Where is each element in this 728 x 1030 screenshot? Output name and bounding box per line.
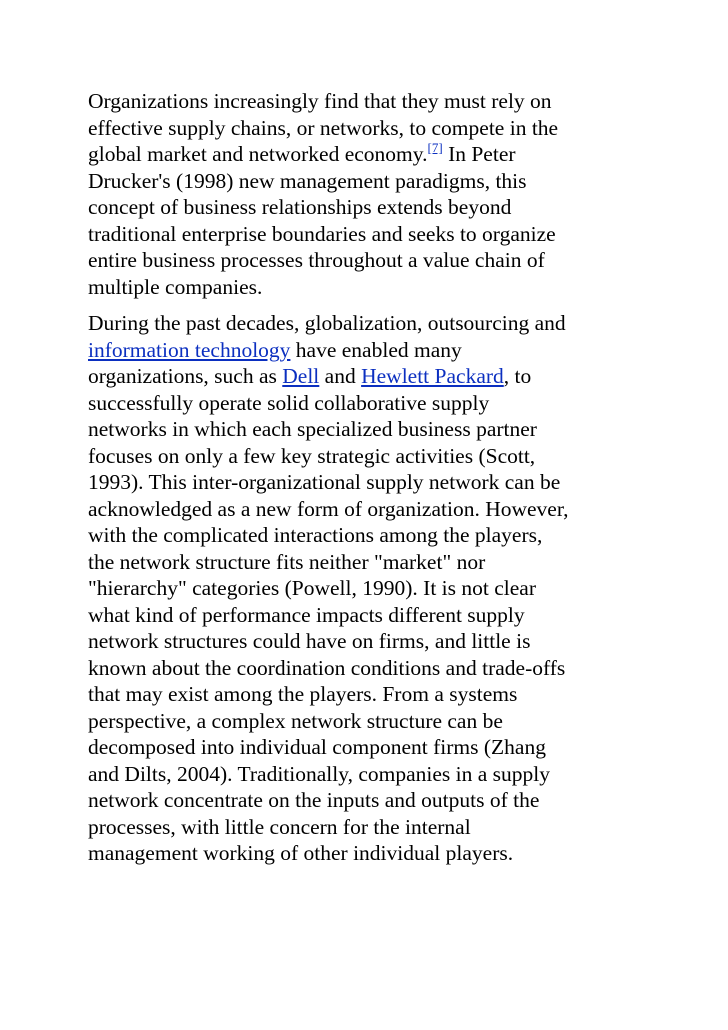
text-line: networks in which each specialized business partner xyxy=(88,417,537,441)
text-line: Drucker's (1998) new management paradigms, this xyxy=(88,168,527,193)
text-segment: In Peter xyxy=(442,142,516,166)
text-line xyxy=(88,337,648,364)
link-dell[interactable]: Dell xyxy=(282,364,320,388)
text-line: what kind of performance impacts different supply xyxy=(88,602,525,627)
text-segment: organizations, such as xyxy=(88,364,283,388)
text-line: network concentrate on the inputs and outputs of the xyxy=(88,788,540,812)
text-segment: and xyxy=(319,364,362,388)
text-line: traditional enterprise boundaries and seeks to organize xyxy=(88,221,556,246)
text-line: entire business processes throughout a value chain of xyxy=(88,248,545,272)
link-hewlett-packard[interactable]: Hewlett Packard xyxy=(361,364,504,388)
document-page xyxy=(88,88,648,877)
text-line: acknowledged as a new form of organization. However, xyxy=(88,496,569,521)
text-line: concept of business relationships extends beyond xyxy=(88,195,512,219)
text-line: that may exist among the players. From a systems xyxy=(88,682,518,706)
text-segment: have enabled many xyxy=(290,337,462,362)
text-line: with the complicated interactions among the players, xyxy=(88,523,543,547)
text-line: decomposed into individual component firms (Zhang xyxy=(88,735,546,759)
paragraph-2 xyxy=(88,310,648,867)
text-line: 1993). This inter-organizational supply network can be xyxy=(88,470,561,494)
link-information-technology[interactable]: information technology xyxy=(88,337,291,362)
text-line: effective supply chains, or networks, to compete in the xyxy=(88,115,559,140)
text-segment: global market and networked economy. xyxy=(88,142,428,166)
text-line: Organizations increasingly find that they must rely on xyxy=(88,89,552,113)
text-line: and Dilts, 2004). Traditionally, companies in a supply xyxy=(88,761,551,786)
citation-ref xyxy=(428,140,443,155)
text-line: management working of other individual players. xyxy=(88,841,514,865)
text-line: During the past decades, globalization, outsourcing and xyxy=(88,311,566,335)
text-line: multiple companies. xyxy=(88,274,263,299)
text-line xyxy=(88,363,648,390)
text-line: successfully operate solid collaborative supply xyxy=(88,390,490,415)
text-line: known about the coordination conditions and trade-offs xyxy=(88,655,566,680)
paragraph-1 xyxy=(88,88,648,300)
text-line: the network structure fits neither "market" nor xyxy=(88,549,486,574)
text-line: focuses on only a few key strategic activities (Scott, xyxy=(88,443,536,468)
text-line: "hierarchy" categories (Powell, 1990). It is not clear xyxy=(88,576,536,600)
text-line: processes, with little concern for the internal xyxy=(88,814,471,839)
text-segment: , to xyxy=(503,364,532,388)
text-line: perspective, a complex network structure can be xyxy=(88,708,503,733)
text-line xyxy=(88,141,648,168)
citation-link-7[interactable]: [7] xyxy=(427,140,443,155)
text-line: network structures could have on firms, and little is xyxy=(88,629,531,653)
